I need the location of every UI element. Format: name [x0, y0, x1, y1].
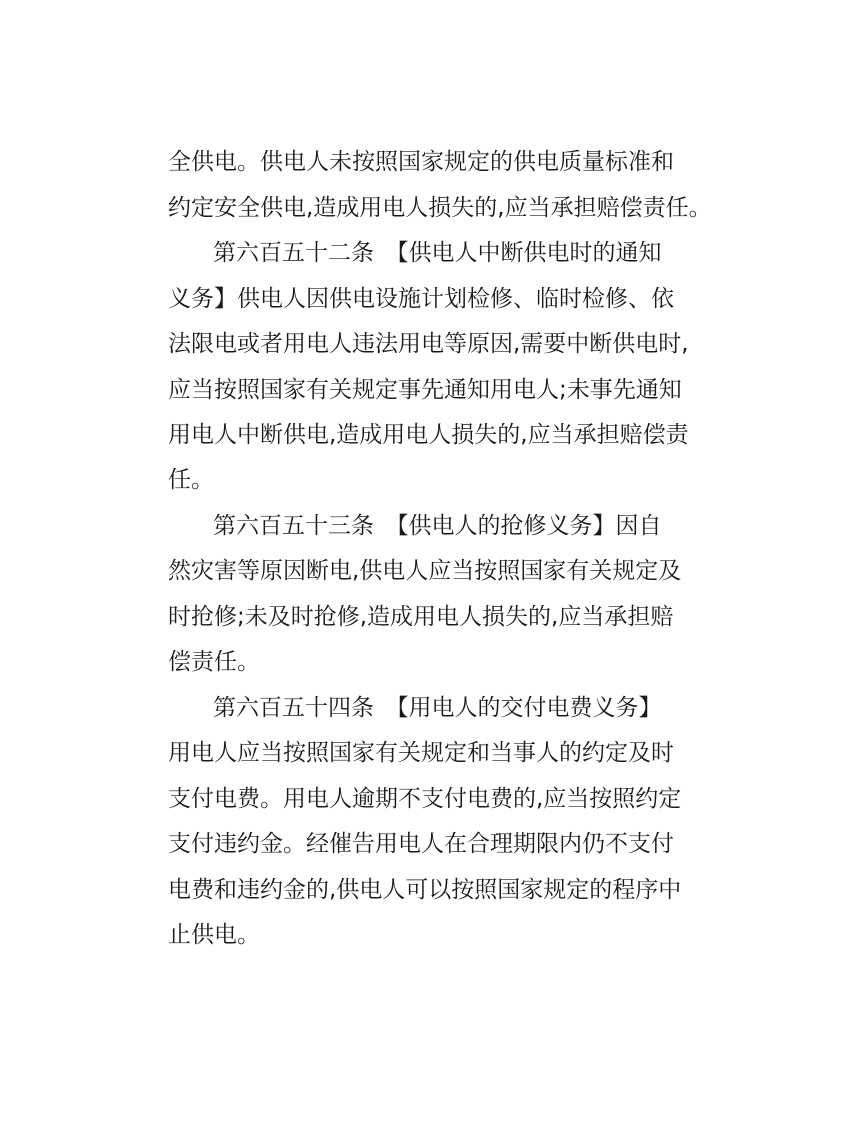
text-line-15: 支付电费。用电人逾期不支付电费的,应当按照约定: [168, 786, 682, 812]
article-652-heading: 第六百五十二条 【供电人中断供电时的通知: [213, 240, 662, 266]
text-line-2: 约定安全供电,造成用电人损失的,应当承担赔偿责任。: [168, 195, 712, 221]
text-line-5: 法限电或者用电人违法用电等原因,需要中断供电时,: [168, 331, 689, 357]
text-line-10: 然灾害等原因断电,供电人应当按照国家有关规定及: [168, 558, 682, 584]
text-line-18: 止供电。: [168, 922, 260, 948]
text-line-8: 任。: [168, 467, 214, 493]
text-line-14: 用电人应当按照国家有关规定和当事人的约定及时: [168, 740, 674, 766]
text-line-6: 应当按照国家有关规定事先通知用电人;未事先通知: [168, 377, 682, 403]
text-line-7: 用电人中断供电,造成用电人损失的,应当承担赔偿责: [168, 422, 689, 448]
text-line-17: 电费和违约金的,供电人可以按照国家规定的程序中: [168, 877, 682, 903]
text-line-4: 义务】供电人因供电设施计划检修、临时检修、依: [168, 286, 674, 312]
article-654-heading: 第六百五十四条 【用电人的交付电费义务】: [213, 695, 662, 721]
text-line-16: 支付违约金。经催告用电人在合理期限内仍不支付: [168, 831, 674, 857]
text-line-12: 偿责任。: [168, 649, 260, 675]
text-line-1: 全供电。供电人未按照国家规定的供电质量标准和: [168, 149, 674, 175]
text-line-11: 时抢修;未及时抢修,造成用电人损失的,应当承担赔: [168, 604, 674, 630]
article-653-heading: 第六百五十三条 【供电人的抢修义务】因自: [213, 513, 662, 539]
